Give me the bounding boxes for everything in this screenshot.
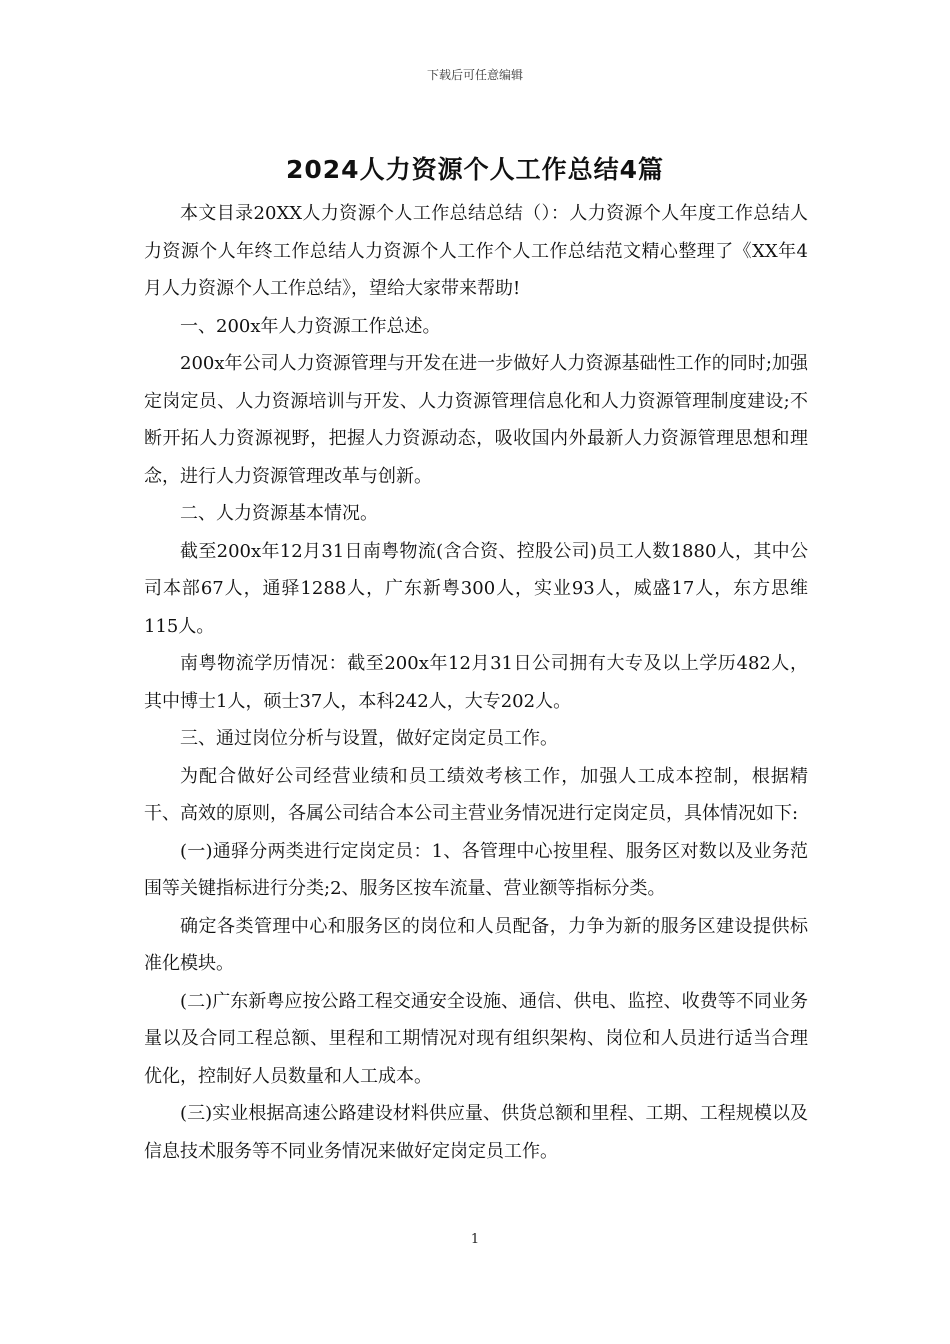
paragraph: 200x年公司人力资源管理与开发在进一步做好人力资源基础性工作的同时;加强定岗定员、人力资源培训与开发、人力资源管理信息化和人力资源管理制度建设;不断开拓人力资源视野，把握人力资源动态，吸收国内外最新人力资源管理思想和理念，进行人力资源管理改革与创新。 <box>144 353 808 487</box>
paragraph: 截至200x年12月31日南粤物流(含合资、控股公司)员工人数1880人，其中公司本部67人，通驿1288人，广东新粤300人，实业93人，威盛17人，东方思维115人。 <box>144 540 808 637</box>
paragraph: (一)通驿分两类进行定岗定员：1、各管理中心按里程、服务区对数以及业务范围等关键指标进行分类;2、服务区按车流量、营业额等指标分类。 <box>144 840 808 899</box>
paragraph: 南粤物流学历情况：截至200x年12月31日公司拥有大专及以上学历482人，其中博士1人，硕士37人，本科242人，大专202人。 <box>144 653 808 712</box>
paragraph: (三)实业根据高速公路建设材料供应量、供货总额和里程、工期、工程规模以及信息技术服务等不同业务情况来做好定岗定员工作。 <box>144 1103 808 1162</box>
section-heading-2: 二、人力资源基本情况。 <box>180 503 378 524</box>
paragraph: 为配合做好公司经营业绩和员工绩效考核工作，加强人工成本控制，根据精干、高效的原则，各属公司结合本公司主营业务情况进行定岗定员，具体情况如下: <box>144 765 808 824</box>
paragraph-intro: 本文目录20XX人力资源个人工作总结总结（）：人力资源个人年度工作总结人力资源个人年终工作总结人力资源个人工作个人工作总结范文精心整理了《XX年4月人力资源个人工作总结》，望给大家带来帮助! <box>144 203 808 299</box>
section-heading-3: 三、通过岗位分析与设置，做好定岗定员工作。 <box>180 728 558 749</box>
page-header: 下载后可任意编辑 <box>426 68 523 82</box>
document-body <box>144 195 808 1170</box>
page-number: 1 <box>470 1232 480 1247</box>
paragraph: 确定各类管理中心和服务区的岗位和人员配备，力争为新的服务区建设提供标准化模块。 <box>144 915 808 974</box>
paragraph: (二)广东新粤应按公路工程交通安全设施、通信、供电、监控、收费等不同业务量以及合同工程总额、里程和工期情况对现有组织架构、岗位和人员进行适当合理优化，控制好人员数量和人工成本。 <box>144 990 808 1087</box>
section-heading-1: 一、200x年人力资源工作总述。 <box>180 315 441 337</box>
document-title: 2024人力资源个人工作总结4篇 <box>286 155 664 184</box>
